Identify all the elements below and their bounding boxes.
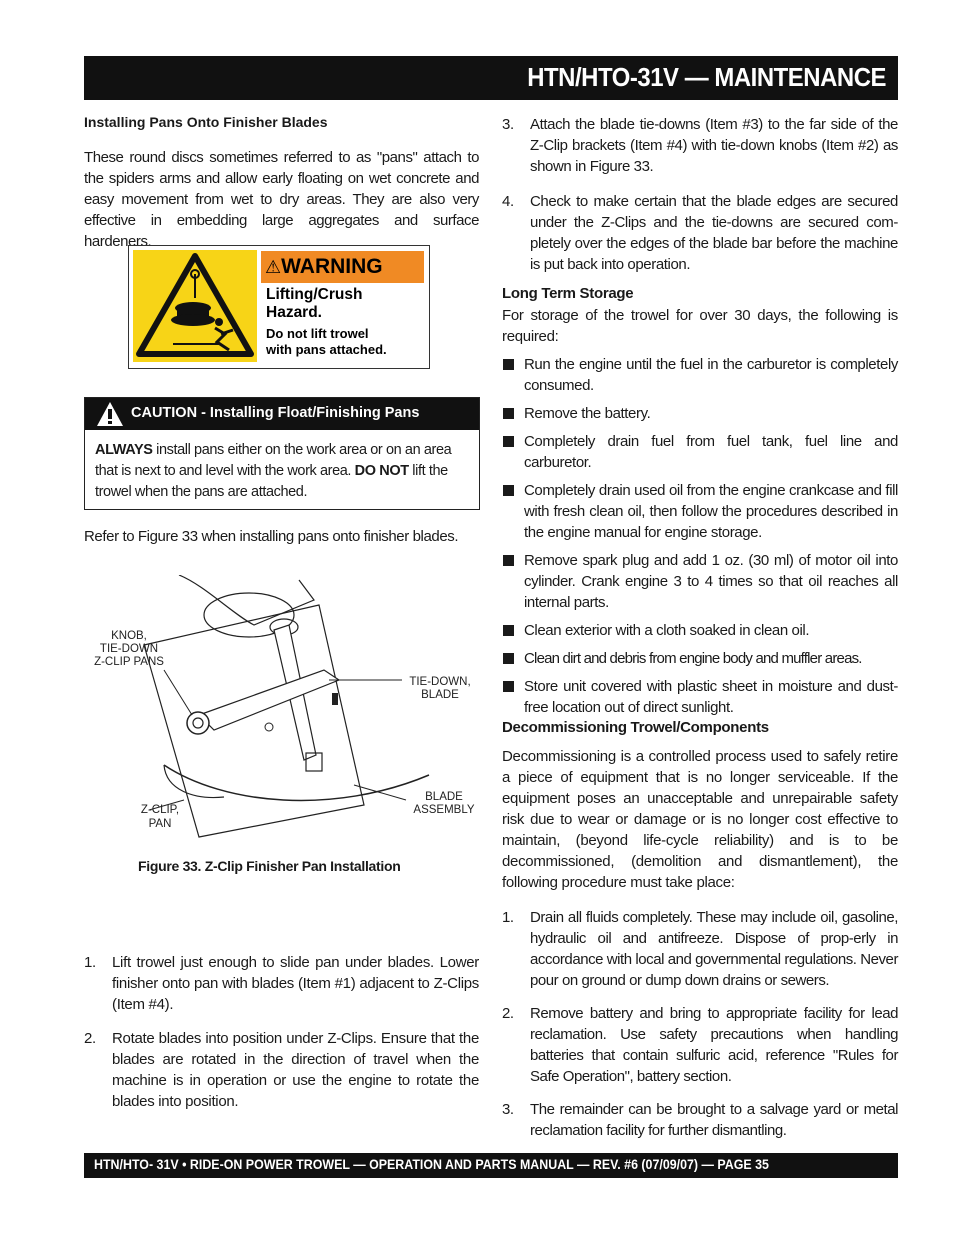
list-item: 3. The remainder can be brought to a salvage yard or metal reclamation facility for further dismantling. xyxy=(502,1101,898,1139)
list-item: 4. Check to make certain that the blade edges are secured under the Z-Clips and the tie-downs are secured com-pletely over the edges of the blade bar before the machine is put back into operation. xyxy=(502,193,898,273)
figure-33 xyxy=(84,575,484,840)
label-blade-2: ASSEMBLY xyxy=(413,804,475,816)
list-item: 1. Drain all fluids completely. These may include oil, gasoline, hydraulic oil and antifreeze. Dispose of prop-erly in accordance with local and governmental regulations. Never pour on ground or dump down drains or sewers. xyxy=(502,909,898,989)
intro-paragraph: These round discs sometimes referred to as "pans" attach to the spiders arms and allow early floating on wet concrete and easy movement from wet to dry areas. They are also very effective in embedding large aggregates and surface hardeners. xyxy=(84,149,479,250)
storage-title: Long Term Storage xyxy=(502,285,634,302)
bullet-square-icon xyxy=(503,436,514,447)
warning-line-3: Do not lift trowel xyxy=(266,326,369,341)
caution-text: ALWAYS install pans either on the work area or on an area that is next to and level with the work area. DO NOT lift the trowel when the pans are attached. xyxy=(95,442,452,500)
bullet-square-icon xyxy=(503,359,514,370)
storage-intro: For storage of the trowel for over 30 days, the following is required: xyxy=(502,307,898,345)
label-tiedown-2: BLADE xyxy=(421,689,459,701)
list-item: 2. Remove battery and bring to appropriate facility for lead reclamation. Use safety precautions when handling batteries that contain sulfuric acid, reference "Rules for Safe Operation", battery section. xyxy=(502,1005,898,1085)
warning-line-2: Hazard. xyxy=(266,304,322,321)
caution-header xyxy=(85,398,479,430)
list-item: Clean exterior with a cloth soaked in clean oil. xyxy=(502,620,898,641)
warning-line-1: Lifting/Crush xyxy=(266,286,363,303)
right-steps-list xyxy=(502,114,898,275)
list-item: Remove the battery. xyxy=(502,403,898,424)
crush-hazard-icon xyxy=(133,250,257,362)
bullet-square-icon xyxy=(503,625,514,636)
footer-text: HTN/HTO- 31V • RIDE-ON POWER TROWEL — OPERATION AND PARTS MANUAL — REV. #6 (07/09/07) — PAGE 35 xyxy=(94,1157,769,1172)
decommissioning-steps xyxy=(502,907,898,1141)
warning-header: ⚠WARNING xyxy=(261,251,424,283)
warning-text xyxy=(266,286,426,358)
refer-figure-text: Refer to Figure 33 when installing pans onto finisher blades. xyxy=(84,528,459,545)
page-footer-bar xyxy=(84,1153,898,1178)
label-knob-1: KNOB, xyxy=(111,630,147,642)
caution-title: CAUTION - Installing Float/Finishing Pans xyxy=(131,405,420,421)
section-title-installing-pans: Installing Pans Onto Finisher Blades xyxy=(84,114,328,130)
decommissioning-intro: Decommissioning is a controlled process used to safely retire a piece of equipment that is no longer serviceable. If the equipment poses an unacceptable and unrepairable safety risk due to wear or damage or is no longer cost effective to maintain, (beyond life-cycle reliability) and is to be decommissioned, (demolition and dismantlement), the following procedure must take place: xyxy=(502,748,898,891)
list-item: Run the engine until the fuel in the carburetor is completely consumed. xyxy=(502,354,898,396)
label-blade-1: BLADE xyxy=(425,791,463,803)
page-header-bar xyxy=(84,56,898,100)
bullet-square-icon xyxy=(503,485,514,496)
bullet-square-icon xyxy=(503,555,514,566)
storage-list xyxy=(502,354,898,718)
list-item: 3. Attach the blade tie-downs (Item #3) to the far side of the Z-Clip brackets (Item #4) with tie-down knobs (Item #2) as shown in Figure 33. xyxy=(502,116,898,175)
label-knob-2: TIE-DOWN xyxy=(99,643,159,655)
bullet-square-icon xyxy=(503,681,514,692)
bullet-square-icon xyxy=(503,408,514,419)
list-item: Store unit covered with plastic sheet in moisture and dust-free location out of direct sunlight. xyxy=(502,676,898,718)
label-tiedown-1: TIE-DOWN, xyxy=(409,676,471,688)
list-item: Remove spark plug and add 1 oz. (30 ml) of motor oil into cylinder. Crank engine 3 to 4 times so that oil reaches all internal parts. xyxy=(502,550,898,613)
list-item: Completely drain fuel from fuel tank, fuel line and carburetor. xyxy=(502,431,898,473)
list-item: 1. Lift trowel just enough to slide pan under blades. Lower finisher onto pan with blades (Item #1) adjacent to Z-Clips (Item #4). xyxy=(84,954,479,1013)
caution-triangle-icon xyxy=(95,400,125,428)
label-zclip-2: PAN xyxy=(148,818,172,830)
list-item: 2. Rotate blades into position under Z-Clips. Ensure that the blades are rotated in the direction of travel when the machine is in operation or use the engine to rotate the blades into position. xyxy=(84,1030,479,1110)
bullet-square-icon xyxy=(503,653,514,664)
warning-pictogram xyxy=(133,250,257,362)
figure-caption: Figure 33. Z-Clip Finisher Pan Installation xyxy=(138,858,401,874)
list-item: Completely drain used oil from the engine crankcase and fill with fresh clean oil, then follow the procedures described in the engine manual for engine storage. xyxy=(502,480,898,543)
page-title: HTN/HTO-31V — MAINTENANCE xyxy=(527,62,886,92)
label-zclip-1: Z-CLIP, xyxy=(140,804,180,816)
zclip-pan-diagram xyxy=(84,575,484,840)
warning-triangle-icon: ⚠ xyxy=(265,257,282,277)
warning-line-4: with pans attached. xyxy=(266,342,387,357)
left-steps-list xyxy=(84,952,479,1112)
label-knob-3: Z-CLIP PANS xyxy=(94,656,164,668)
caution-box xyxy=(84,397,480,510)
warning-sign xyxy=(128,245,430,369)
list-item: Clean dirt and debris from engine body and muffler areas. xyxy=(502,648,898,669)
decommissioning-title: Decommissioning Trowel/Components xyxy=(502,719,769,736)
